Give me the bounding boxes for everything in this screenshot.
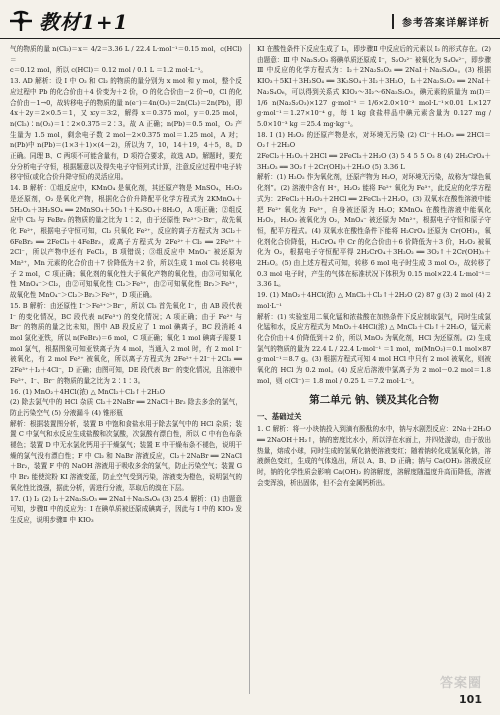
answer-17: 17. (1) I₂ (2) I₂＋2Na₂S₂O₃ ══ 2NaI＋Na₂S₄O₆ (3) 25.4 解析：(1) 由题意可知，步骤Ⅱ 中的反应为：Ⅰ 在碘单质被还原成碘离子，因此与 Ⅰ 中的 KIO₃ 发生反应，说明步骤Ⅱ 中 KIO₃	[10, 494, 242, 524]
paragraph: 解析：根据装置图分析，装置 B 中饱和食盐水用于除去氯气中的 HCl 杂质；装置 C 中氯气和水反应生成盐酸和次氯酸，次氯酸有漂白性，所以 C 中有色布条褪色；装置 D 中无水氯化钙用于干燥氯气；装置 E 中干燥布条不褪色，说明干燥的氯气没有漂白性；F 中 Cl₂ 和 NaBr 溶液反应，Cl₂＋2NaBr ══ 2NaCl＋Br₂，装置 F 中的 NaOH 溶液用于吸收多余的氯气，防止污染空气；装置 G 中 Br₂ 能使淀粉 KI 溶液变蓝，防止空气受到污染，溶液变为橙色，说明氯气的氧化性比溴强，据此分析，需进行分液，萃取后的溴在下层。	[10, 419, 242, 492]
header-rule	[0, 38, 500, 39]
paragraph: 气的物质的量 n(Cl₂)＝x＝ 4/2＝3.36 L / 22.4 L·mol⁻¹＝0.15 mol，c(HCl)＝	[10, 45, 242, 64]
logo	[6, 6, 129, 35]
header-section-title: 参考答案详解详析	[392, 14, 490, 29]
paragraph: 2FeCl₂＋H₂O₂＋2HCl ══ 2FeCl₃＋2H₂O (3) 5 4 5 5 O₂ 8 (4) 2H₂CrO₄＋3H₂O₂ ══ 3O₂↑＋2Cr(OH)₃＋2H₂O (5) 3.36 L	[257, 152, 491, 171]
page-number: 101	[459, 693, 482, 706]
left-column	[10, 44, 242, 526]
paragraph: 解析：(1) H₂O₂ 作为氧化剂，还原产物为 H₂O，对环境无污染，故称为“绿色氧化剂”。(2) 溶液中含有 H⁺，H₂O₂ 能将 Fe²⁺ 氧化为 Fe³⁺，此反应的化学方程式为：2FeCl₂＋H₂O₂＋2HCl ══ 2FeCl₃＋2H₂O。(3) 双氧水在酸性溶液中能把 Fe²⁺ 氧化为 Fe³⁺，自身被还原为 H₂O；KMnO₄ 在酸性溶液中能氧化 H₂O₂，H₂O₂ 被氧化为 O₂，MnO₄⁻ 被还原为 Mn²⁺，根据电子守恒和原子守恒，配平方程式。(4) 双氧水在酸性条件下能将 H₂CrO₄ 还原为 Cr(OH)₃，氧化剂化合价降低，H₂CrO₄ 中 Cr 的化合价由＋6 价降低为＋3 价，H₂O₂ 被氧化为 O₂，根据电子守恒配平得 2H₂CrO₄＋3H₂O₂ ══ 3O₂↑＋2Cr(OH)₃＋2H₂O。(5) 由上述方程式可知，转移 6 mol 电子时生成 3 mol O₂，故转移了 0.3 mol 电子时，产生的气体在标准状况下体积为 0.15 mol×22.4 L·mol⁻¹＝3.36 L。	[257, 173, 491, 289]
answer-1: 1. C 解析：将一小块钠投入到滴有酚酞的水中，钠与水剧烈反应：2Na＋2H₂O ══ 2NaOH＋H₂↑，钠的密度比水小，所以浮在水面上，并四处游动，由于放出热量，熔成小球，同时生成的氢氧化钠使溶液变红；随着钠转化成氢氧化钠，溶液颜色变红，生成的气体逸出，所以 A、B、D 正确；钠与 Ca(OH)₂ 溶液反应时，钠的化学性质会影响 Ca(OH)₂ 的溶解度，溶解度随温度升高而降低，溶液会变浑浊，析出固体，但不会有金属钙析出。	[257, 425, 491, 487]
answer-18: 18. Ⅰ (1) H₂O₂ 的还原产物是水，对环境无污染 (2) Cl⁻＋H₂O₂ ══ 2HCl＝O₂↑＋2H₂O	[257, 130, 491, 150]
watermark: 答案圈	[439, 676, 482, 691]
column-divider	[249, 44, 250, 694]
page-header	[0, 0, 500, 40]
answer-19: 19. (1) MnO₂＋4HCl(浓) △ MnCl₂＋Cl₂↑＋2H₂O (2) 87 g (3) 2 mol (4) 2 mol·L⁻¹	[257, 291, 491, 310]
answer-14: 14. B 解析：①组反应中，KMnO₄ 是氧化剂，其还原产物是 MnSO₄，H₂O₂ 是还原剂，O₂ 是氧化产物，根据化合价升降配平化学方程式为 2KMnO₄＋5H₂O₂＋3H₂SO₄ ══ 2MnSO₄＋5O₂↑＋K₂SO₄＋8H₂O，A 项正确；②组反应中 Cl₂ 与 FeBr₂ 的物质的量之比为 1∶2，由于还原性 Fe²⁺＞Br⁻，故先氧化 Fe²⁺，根据电子守恒可知，Cl₂ 只氧化 Fe²⁺，反应的离子方程式为 3Cl₂＋6FeBr₂ ══ 2FeCl₃＋4FeBr₃，或离子方程式为 2Fe²⁺＋Cl₂ ══ 2Fe³⁺＋2Cl⁻，所以产物中还有 FeCl₃，B 项错误；③组反应中 MnO₄⁻ 被还原为 Mn²⁺，Mn 元素的化合价由＋7 价降低为＋2 价，所以生成 1 mol Cl₂ 转移电子 2 mol，C 项正确；氧化剂的氧化性大于氧化产物的氧化性，由③可知氧化性 MnO₄⁻＞Cl₂，由②可知氧化性 Cl₂＞Fe³⁺，由②可知氧化性 Br₂＞Fe³⁺，故氧化性 MnO₄⁻＞Cl₂＞Br₂＞Fe³⁺，D 项正确。	[10, 184, 242, 300]
paragraph: c＝0.12 mol，所以 c(HCl)＝ 0.12 mol / 0.1 L ＝1.2 mol·L⁻¹。	[10, 66, 207, 75]
logo-text: 教材1+1	[39, 10, 129, 34]
answer-13: 13. AD 解析：设 Ⅰ 中 O₂ 和 Cl₂ 的物质的量分别为 x mol 和 y mol，整个反应过程中 Pb 的化合价由＋4 价变为＋2 价，O 的化合价由－2 价→0，Cl 的化合价由－1→0，故转移电子的物质的量 n(e⁻)＝4n(O₂)＝2n(Cl₂)＝2n(Pb)，即 4x＋2y＝2×0.5＝1，又 x∶y＝3∶2，解得 x＝0.375 mol，y＝0.25 mol，n(Cl₂)∶n(O₂)＝1∶2×0.375＝2∶3。故 A 正确；n(Pb)＝0.5 mol，O₂ 产生量为 1.5 mol，剩余电子数 2 mol－2×0.375 mol＝1.25 mol，A 对；n(Pb)中 n(Pb)＝(1×3＋1)×(4－2)，所以为 7，10，14＋19，4＋5，8。D 正确。同理 B、C 两项不可能含量有，D 项符合要求，故选 AD。解题时，要充分分析电子守恒，根据题意以及得失电子守恒列式计算，注意反应过程中电子转移守恒(或化合价升降守恒)的灵活应用。	[10, 77, 242, 182]
paragraph: KI 在酸性条件下反应生成了 I₂，即步骤Ⅱ 中反应后的元素以 I₂ 的形式存在。(2) 由题意：Ⅲ 中 Na₂S₂O₃ 将碘单质还原成 I⁻，S₂O₃²⁻ 被氧化为 S₄O₆²⁻，即步骤Ⅲ 中反应的化学方程式为：I₂＋2Na₂S₂O₃ ══ 2NaI＋Na₂S₄O₆。(3) 根据 KIO₃＋5KI＋3H₂SO₄ ══ 3K₂SO₄＋3I₂＋3H₂O，I₂＋2Na₂S₂O₃ ══ 2NaI＋Na₂S₄O₆，可以得到关系式 KIO₃～3I₂～6Na₂S₂O₃，碘元素的质量为 m(I)＝1/6 n(Na₂S₂O₃)×127 g·mol⁻¹＝1/6×2.0×10⁻³ mol·L⁻¹×0.01 L×127 g·mol⁻¹＝1.27×10⁻⁴ g，每 1 kg 食盐样品中碘元素含量为 0.127 mg / 5.0×10⁻³ kg ＝25.4 mg·kg⁻¹。	[257, 45, 491, 128]
paragraph: 解析：(1) 实验室用二氧化锰和浓盐酸在加热条件下反应制取氯气，同时生成氯化锰和水，反应方程式为 MnO₂＋4HCl(浓) △ MnCl₂＋Cl₂↑＋2H₂O，锰元素化合价由＋4 价降低到＋2 价，所以 MnO₂ 为氧化剂，HCl 为还原剂。(2) 生成氯气的物质的量为 22.4 L / 22.4 L·mol⁻¹ ＝1 mol，m(MnO₂)＝0.1 mol×87 g·mol⁻¹＝8.7 g。(3) 根据方程式可知 4 mol HCl 中只有 2 mol 被氧化，则被氧化的 HCl 为 0.2 mol。(4) 反应后溶液中氯离子为 2 mol－0.2 mol＝1.8 mol，则 c(Cl⁻)＝ 1.8 mol / 0.25 L ＝7.2 mol·L⁻¹。	[257, 312, 491, 385]
section-subtitle: 一、基础过关	[257, 411, 302, 421]
unit-title: 第二单元 钠、镁及其化合物	[309, 393, 439, 406]
answer-15: 15. B 解析：由还原性 I⁻＞Fe²⁺＞Br⁻，所以 Cl₂ 首先氧化 I⁻，由 AB 段代表 I⁻ 的变化情况，BC 段代表 n(Fe³⁺) 的变化情况；A 项正确；由于 Fe²⁺ 与 Br⁻ 的物质的量之比未知，图中 AB 段反应了 1 mol 碘离子，BC 段消耗 4 mol 氯化亚铁，所以 n(FeBr₂)＝6 mol，C 项正确；氧化 1 mol 碘离子需要 1 mol 氯气，根据图象可知亚铁离子为 4 mol，当通入 2 mol 时，有 2 mol I⁻ 被氧化，有 2 mol Fe²⁺ 被氧化，所以离子方程式为 2Fe²⁺＋2I⁻＋2Cl₂ ══ 2Fe³⁺＋I₂＋4Cl⁻，D 正确；由图可知，DE 段代表 Br⁻ 的变化情况，且溶液中 Fe²⁺、I⁻、Br⁻ 的物质的量之比为 2∶1∶3。	[10, 301, 243, 385]
paragraph: (2) 除去氯气中的 HCl 杂质 Cl₂＋2NaBr ══ 2NaCl＋Br₂ 除去多余的氯气，防止污染空气 (5) 分液漏斗 (4) 锥形瓶	[10, 398, 242, 417]
logo-mark-icon	[6, 8, 36, 34]
answer-16: 16. (1) MnO₂＋4HCl(浓) △ MnCl₂＋Cl₂↑＋2H₂O	[10, 387, 166, 396]
right-column	[257, 44, 491, 488]
